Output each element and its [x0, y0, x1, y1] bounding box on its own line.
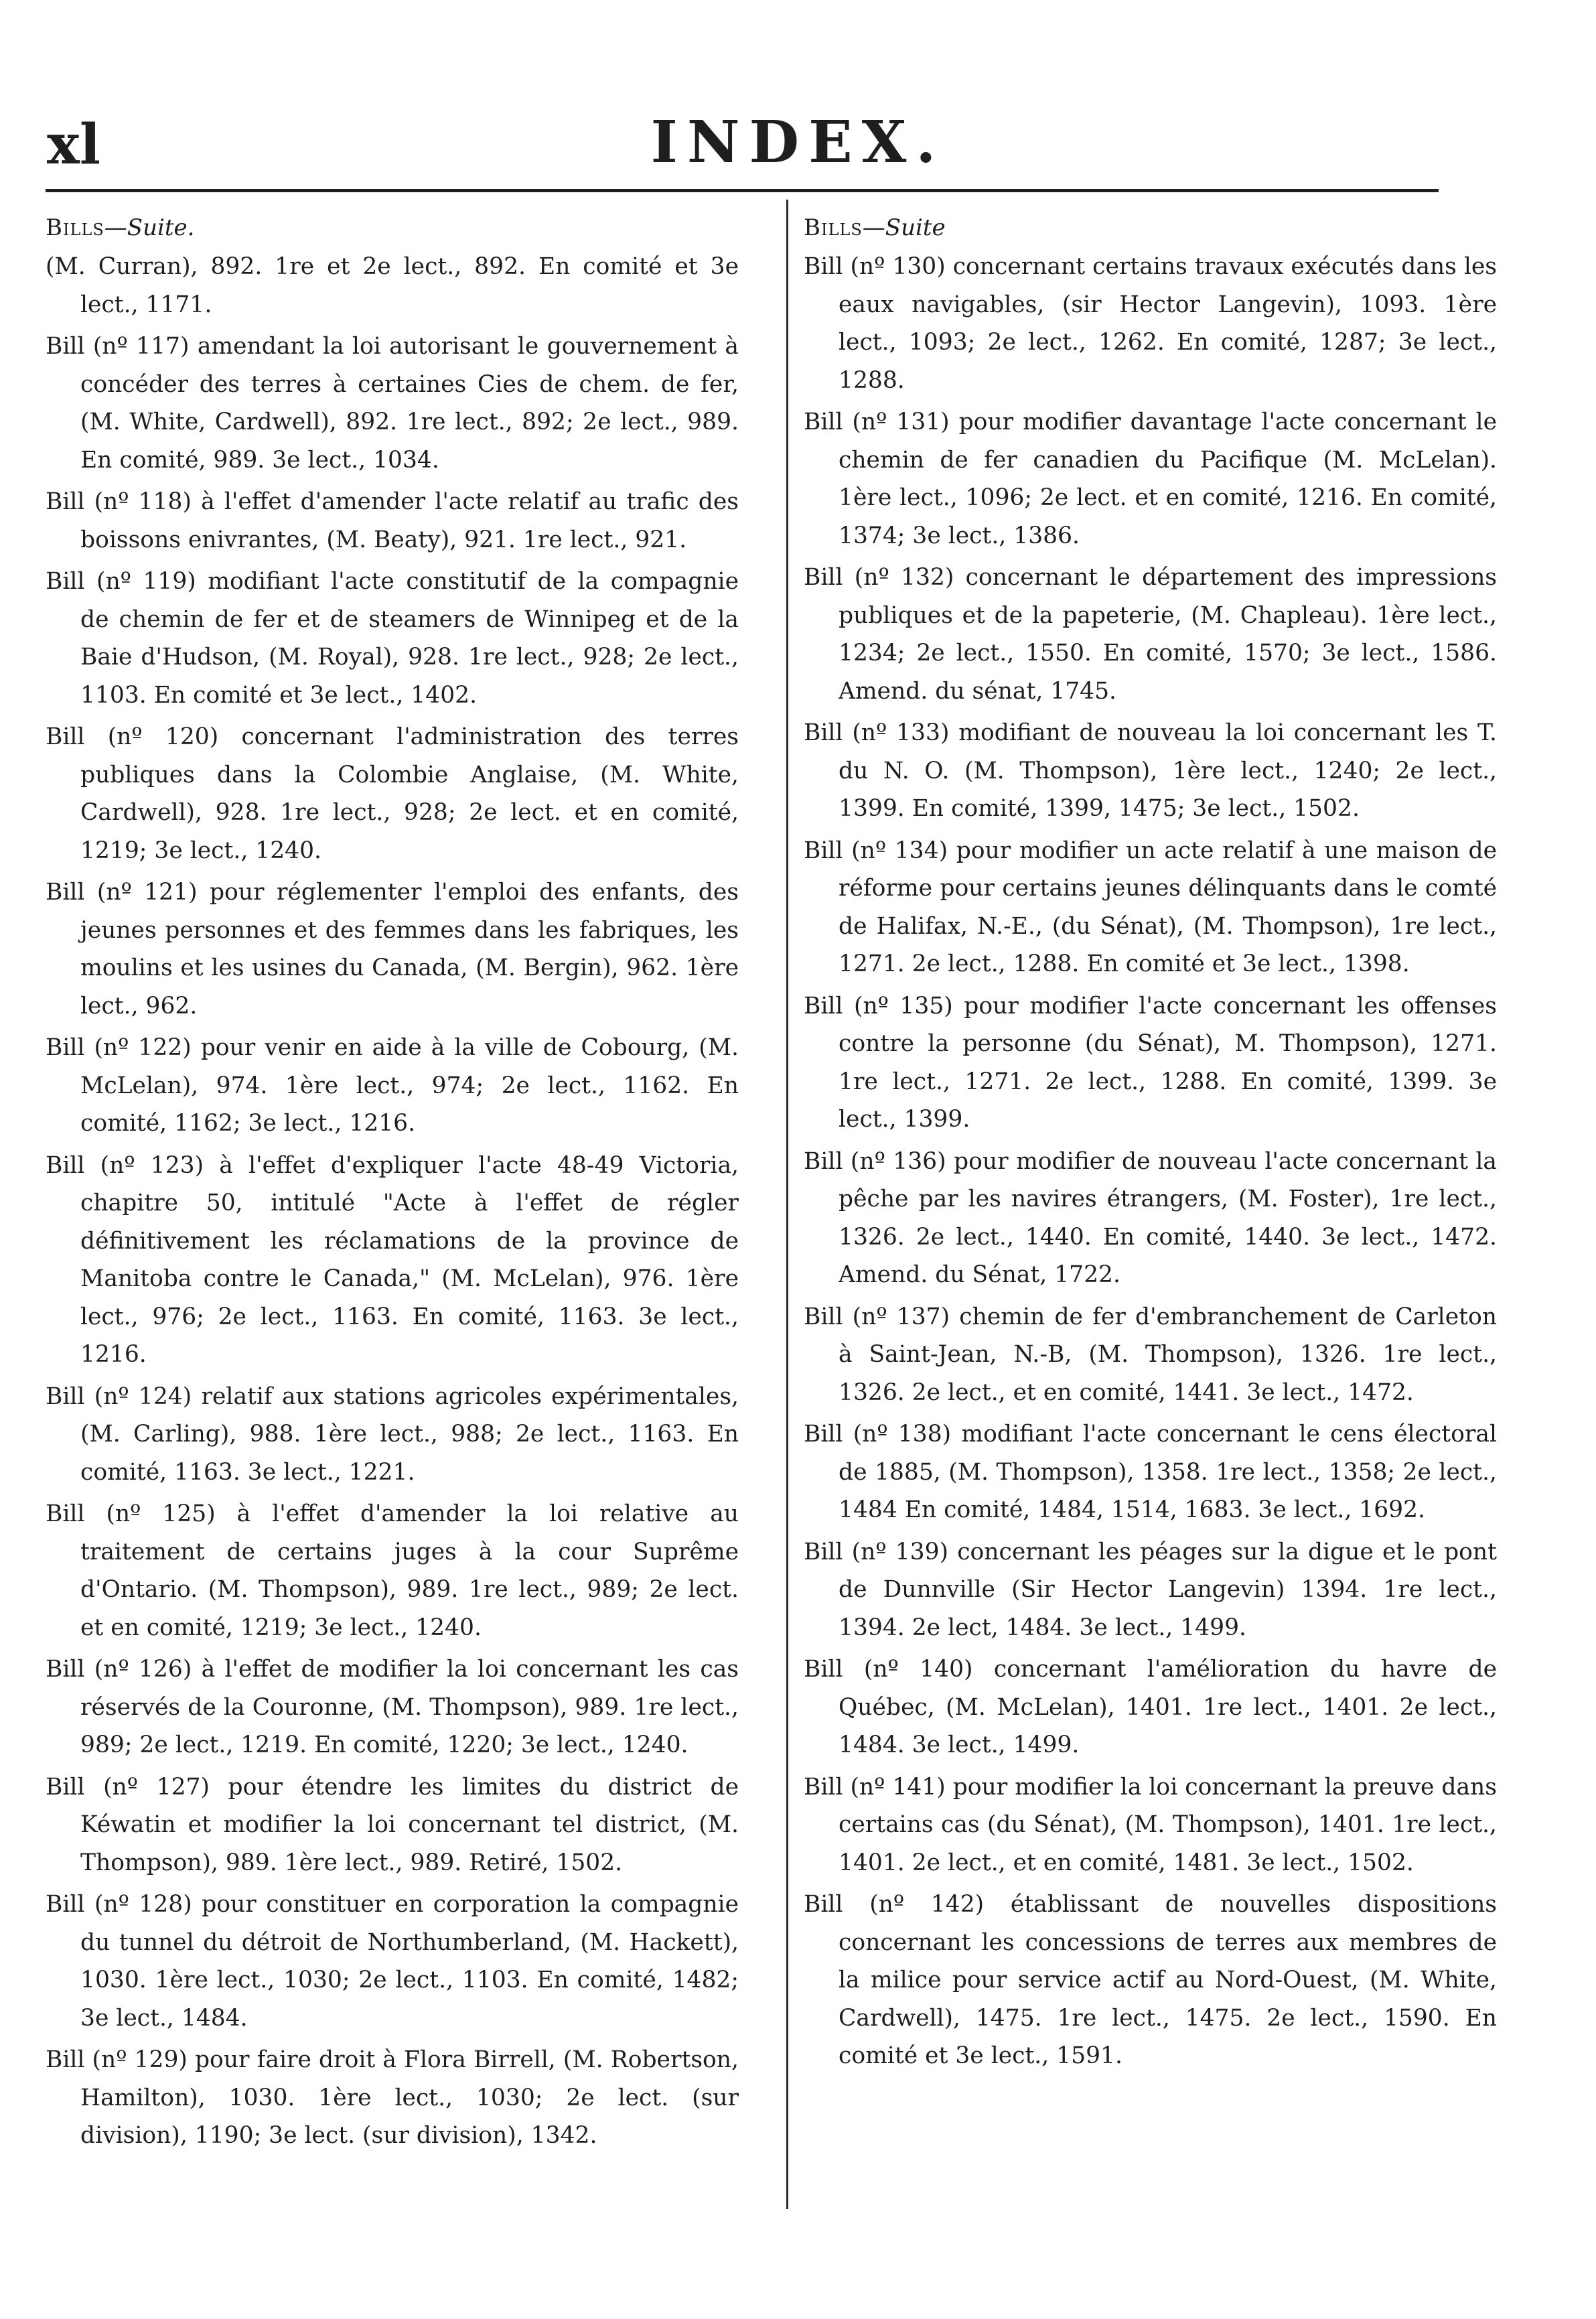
running-head	[804, 209, 1497, 247]
index-entry: Bill (nº 125) à l'effet d'amender la loi relative au traitement de certains juges à la cour Suprême d'Ontario. (M. Thompson), 989. 1re lect., 989; 2e lect. et en comité, 1219; 3e lect., 1240.	[46, 1500, 739, 1641]
index-entry: Bill (nº 129) pour faire droit à Flora Birrell, (M. Robertson, Hamilton), 1030. 1ère lect., 1030; 2e lect. (sur division), 1190; 3e lect. (sur division), 1342.	[46, 2046, 739, 2149]
index-entry: Bill (nº 133) modifiant de nouveau la loi concernant les T. du N. O. (M. Thompson), 1ère lect., 1240; 2e lect., 1399. En comité, 1399, 1475; 3e lect., 1502.	[804, 719, 1497, 822]
running-head-word: Bills	[46, 214, 104, 241]
index-entry: Bill (nº 140) concernant l'amélioration du havre de Québec, (M. McLelan), 1401. 1re lect., 1401. 2e lect., 1484. 3e lect., 1499.	[804, 1656, 1497, 1758]
running-head	[46, 209, 739, 247]
index-entry: Bill (nº 135) pour modifier l'acte concernant les offenses contre la personne (du Sénat), M. Thompson), 1271. 1re lect., 1271. 2e lect., 1288. En comité, 1399. 3e lect., 1399.	[804, 992, 1497, 1133]
running-head-suffix: —Suite.	[104, 214, 195, 241]
index-entry: Bill (nº 139) concernant les péages sur la digue et le pont de Dunnville (Sir Hector Langevin) 1394. 1re lect., 1394. 2e lect, 1484. 3e lect., 1499.	[804, 1538, 1497, 1641]
index-entry: Bill (nº 132) concernant le département des impressions publiques et de la papeterie, (M. Chapleau). 1ère lect., 1234; 2e lect., 1550. En comité, 1570; 3e lect., 1586. Amend. du sénat, 1745.	[804, 564, 1497, 705]
index-entry: Bill (nº 117) amendant la loi autorisant le gouvernement à concéder des terres à certaines Cies de chem. de fer, (M. White, Cardwell), 892. 1re lect., 892; 2e lect., 989. En comité, 989. 3e lect., 1034.	[46, 333, 739, 474]
right-column	[804, 209, 1497, 2079]
left-column	[46, 209, 739, 2159]
index-entry: Bill (nº 130) concernant certains travaux exécutés dans les eaux navigables, (sir Hector Langevin), 1093. 1ère lect., 1093; 2e lect., 1262. En comité, 1287; 3e lect., 1288.	[804, 253, 1497, 394]
index-entry: (M. Curran), 892. 1re et 2e lect., 892. En comité et 3e lect., 1171.	[46, 253, 739, 318]
index-entry: Bill (nº 134) pour modifier un acte relatif à une maison de réforme pour certains jeunes délinquants dans le comté de Halifax, N.-E., (du Sénat), (M. Thompson), 1re lect., 1271. 2e lect., 1288. En comité et 3e lect., 1398.	[804, 837, 1497, 977]
index-entry: Bill (nº 123) à l'effet d'expliquer l'acte 48-49 Victoria, chapitre 50, intitulé "Acte à l'effet de régler définitivement les réclamations de la province de Manitoba contre le Canada," (M. McLelan), 976. 1ère lect., 976; 2e lect., 1163. En comité, 1163. 3e lect., 1216.	[46, 1151, 739, 1368]
index-entry: Bill (nº 131) pour modifier davantage l'acte concernant le chemin de fer canadien du Pacifique (M. McLelan). 1ère lect., 1096; 2e lect. et en comité, 1216. En comité, 1374; 3e lect., 1386.	[804, 409, 1497, 549]
index-entry: Bill (nº 138) modifiant l'acte concernant le cens électoral de 1885, (M. Thompson), 1358. 1re lect., 1358; 2e lect., 1484 En comité, 1484, 1514, 1683. 3e lect., 1692.	[804, 1421, 1497, 1523]
index-entry: Bill (nº 122) pour venir en aide à la ville de Cobourg, (M. McLelan), 974. 1ère lect., 974; 2e lect., 1162. En comité, 1162; 3e lect., 1216.	[46, 1034, 739, 1137]
index-entry: Bill (nº 119) modifiant l'acte constitutif de la compagnie de chemin de fer et de steamers de Winnipeg et de la Baie d'Hudson, (M. Royal), 928. 1re lect., 928; 2e lect., 1103. En comité et 3e lect., 1402.	[46, 568, 739, 709]
index-entry: Bill (nº 124) relatif aux stations agricoles expérimentales, (M. Carling), 988. 1ère lect., 988; 2e lect., 1163. En comité, 1163. 3e lect., 1221.	[46, 1383, 739, 1486]
index-entry: Bill (nº 127) pour étendre les limites du district de Kéwatin et modifier la loi concernant tel district, (M. Thompson), 989. 1ère lect., 989. Retiré, 1502.	[46, 1773, 739, 1876]
index-entry: Bill (nº 137) chemin de fer d'embranchement de Carleton à Saint-Jean, N.-B, (M. Thompson), 1326. 1re lect., 1326. 2e lect., et en comité, 1441. 3e lect., 1472.	[804, 1303, 1497, 1406]
column-divider	[786, 200, 788, 2209]
index-entry: Bill (nº 126) à l'effet de modifier la loi concernant les cas réservés de la Couronne, (M. Thompson), 989. 1re lect., 989; 2e lect., 1219. En comité, 1220; 3e lect., 1240.	[46, 1656, 739, 1758]
page-title: INDEX.	[650, 109, 946, 176]
running-head-word: Bills	[804, 214, 863, 241]
index-entry: Bill (nº 128) pour constituer en corporation la compagnie du tunnel du détroit de Northumberland, (M. Hackett), 1030. 1ère lect., 1030; 2e lect., 1103. En comité, 1482; 3e lect., 1484.	[46, 1891, 739, 2032]
index-entry: Bill (nº 121) pour réglementer l'emploi des enfants, des jeunes personnes et des femmes dans les fabriques, les moulins et les usines du Canada, (M. Bergin), 962. 1ère lect., 962.	[46, 879, 739, 1020]
index-entry: Bill (nº 120) concernant l'administration des terres publiques dans la Colombie Anglaise, (M. White, Cardwell), 928. 1re lect., 928; 2e lect. et en comité, 1219; 3e lect., 1240.	[46, 723, 739, 864]
index-entry: Bill (nº 141) pour modifier la loi concernant la preuve dans certains cas (du Sénat), (M. Thompson), 1401. 1re lect., 1401. 2e lect., et en comité, 1481. 3e lect., 1502.	[804, 1773, 1497, 1876]
index-entry: Bill (nº 118) à l'effet d'amender l'acte relatif au trafic des boissons enivrantes, (M. Beaty), 921. 1re lect., 921.	[46, 488, 739, 553]
page-number: xl	[47, 113, 101, 177]
header-rule	[46, 189, 1439, 192]
index-entry: Bill (nº 136) pour modifier de nouveau l'acte concernant la pêche par les navires étrangers, (M. Foster), 1re lect., 1326. 2e lect., 1440. En comité, 1440. 3e lect., 1472. Amend. du Sénat, 1722.	[804, 1147, 1497, 1288]
running-head-suffix: —Suite	[862, 214, 946, 241]
index-entry: Bill (nº 142) établissant de nouvelles dispositions concernant les concessions de terres aux membres de la milice pour service actif au Nord-Ouest, (M. White, Cardwell), 1475. 1re lect., 1475. 2e lect., 1590. En comité et 3e lect., 1591.	[804, 1891, 1497, 2069]
